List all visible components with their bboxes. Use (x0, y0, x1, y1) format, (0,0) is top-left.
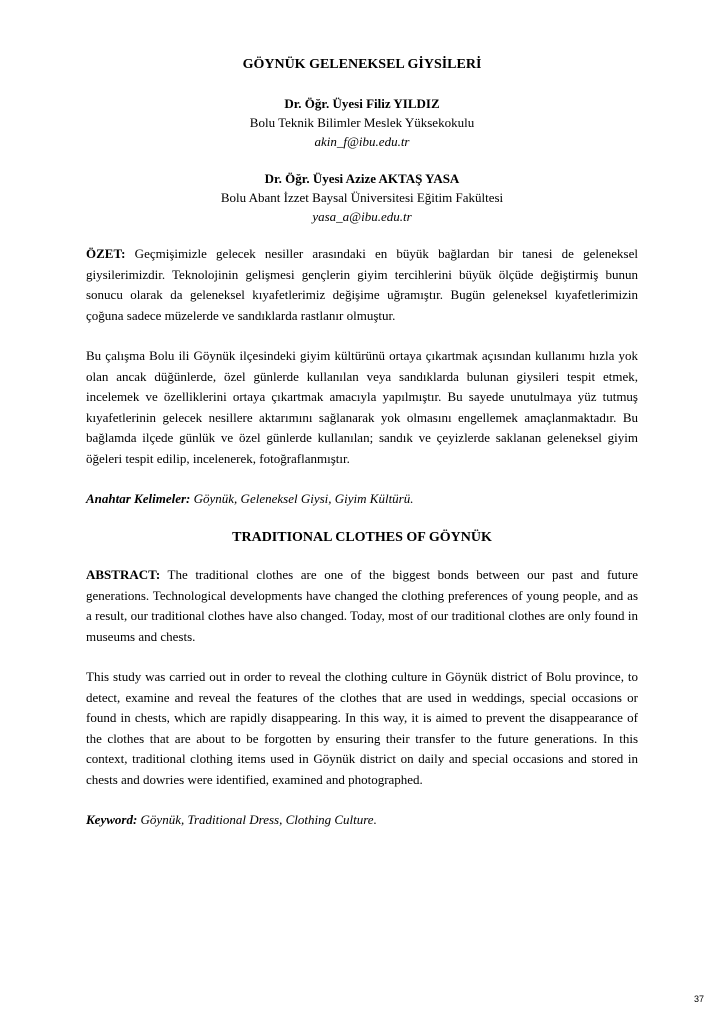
keywords (86, 810, 638, 830)
page-number: 37 (693, 994, 704, 1004)
paper-title: GÖYNÜK GELENEKSEL GİYSİLERİ (242, 57, 482, 72)
anahtar-label: Anahtar Kelimeler: (86, 491, 191, 506)
ozet-label: ÖZET: (86, 246, 126, 261)
abstract-text: The traditional clothes are one of the biggest bonds between our past and future generations. Technological developments have changed the clothing preferences of young people, and as a result, our traditional clothes have also changed. Today, most of our traditional clothes are only found in museums and chests. (86, 567, 638, 644)
ozet-text: Geçmişimizle gelecek nesiller arasındaki en büyük bağlardan bir tanesi de geleneksel giysilerimizdir. Teknolojinin gelişmesi gençlerin giyim tercihlerini büyük ölçüde değiştirmiş bunun sonucu olarak da geleneksel kıyafetlerimiz değişime uğramıştır. Bugün geleneksel kıyafetlerimizin çoğuna sadece müzelerde ve sandıklarda rastlanır olmuştur. (86, 246, 638, 323)
author-block-2 (86, 169, 638, 226)
abstract-paragraph-2: This study was carried out in order to reveal the clothing culture in Göynük district of Bolu province, to detect, examine and reveal the features of the clothes that are used in weddings, special occasions or found in chests, which are rapidly disappearing. In this way, it is aimed to prevent the disappearance of the clothes that are about to be forgotten by ensuring their transfer to the future generations. In this context, traditional clothing items used in Göynük district on daily and special occasions and stored in chests and dowries were identified, examined and photographed. (86, 669, 638, 787)
keyword-text: Göynük, Traditional Dress, Clothing Culture. (137, 812, 377, 827)
author-affiliation: Bolu Abant İzzet Baysal Üniversitesi Eğitim Fakültesi (220, 190, 504, 205)
abstract-paragraph (86, 565, 638, 647)
document-page (86, 56, 638, 850)
english-title: TRADITIONAL CLOTHES OF GÖYNÜK (232, 530, 492, 545)
author-email: akin_f@ibu.edu.tr (314, 134, 410, 149)
author-name: Dr. Öğr. Üyesi Azize AKTAŞ YASA (264, 171, 460, 186)
abstract-label: ABSTRACT: (86, 567, 161, 582)
author-affiliation: Bolu Teknik Bilimler Meslek Yüksekokulu (249, 115, 475, 130)
author-block-1 (86, 94, 638, 151)
anahtar-kelimeler (86, 489, 638, 509)
author-email: yasa_a@ibu.edu.tr (312, 209, 412, 224)
ozet-paragraph-2: Bu çalışma Bolu ili Göynük ilçesindeki giyim kültürünü ortaya çıkartmak açısından kullanımı hızla yok olan ancak düğünlerde, özel günlerde kullanılan veya sandıklarda bulunan giysileri tespit etmek, incelemek ve özelliklerini ortaya çıkartmak amacıyla yapılmıştır. Bu sayede unutulmaya yüz tutmuş kıyafetlerinin gelecek nesillere aktarımını sağlanarak yok olmasını engellemek amaçlanmaktadır. Bu bağlamda ilçede günlük ve özel günlerde kullanılan; sandık ve çeyizlerde saklanan geleneksel giyim öğeleri tespit edilip, incelenerek, fotoğraflanmıştır. (86, 348, 638, 466)
anahtar-text: Göynük, Geleneksel Giysi, Giyim Kültürü. (190, 491, 414, 506)
keyword-label: Keyword: (86, 812, 138, 827)
author-name: Dr. Öğr. Üyesi Filiz YILDIZ (284, 96, 440, 111)
ozet-paragraph (86, 244, 638, 326)
